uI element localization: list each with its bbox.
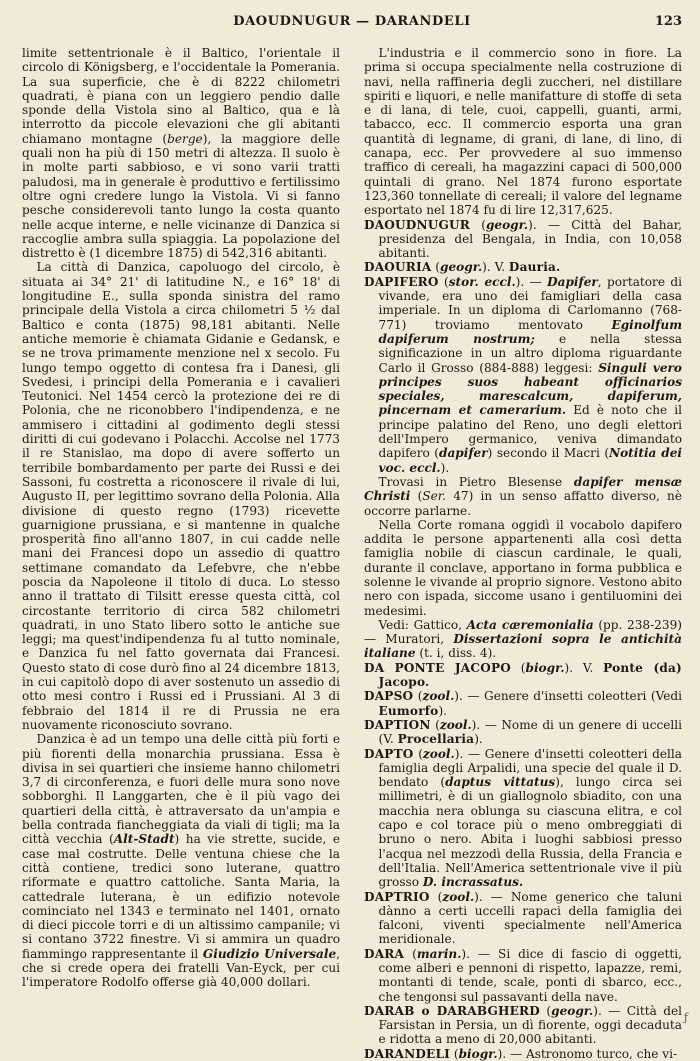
entry-tag: geogr.	[485, 217, 529, 232]
italic-term: Dissertazioni sopra le antichità italiane	[364, 632, 682, 661]
entry-tag: zool.	[442, 889, 475, 904]
entry-text: — Città del Bahar, presidenza del Bengala, in India, con 10,058 abitanti.	[378, 217, 683, 261]
italic-term: Notitia dei voc. eccl.	[378, 446, 682, 475]
entry-dapso: DAPSO (zool.). — Genere d'insetti coleotteri (Vedi Eumorfo).	[364, 689, 682, 718]
entry-tag: geogr.	[551, 1003, 594, 1018]
entry-tag: marin.	[416, 946, 462, 961]
italic-term: dapifer	[439, 446, 488, 461]
text-run: e nella stessa significazione in un altro diploma riguardante Carlo il Grosso (884-888) leggesi:	[378, 331, 682, 375]
text-run: limite settentrionale è il Baltico, l'orientale il circolo di Königsberg, e l'occidentale la Pomerania. La sua superficie, che è di 8222 chilometri quadrati, è piana con un leggiero pendio dalle sponde della Vistola sino al Baltico, qua e là interrotto da piccole elevazioni che gli abitanti chiamano montagne (	[22, 46, 340, 146]
paragraph-corte-romana: Nella Corte romana oggidì il vocabolo dapifero addita le persone appartenenti alla così detta famiglia nobile di ciascun cardinale, le quali, durante il conclave, apportano in forma pubblica e solenne le vivande al proprio signore. Vestono abito nero con ispada, siccome usano i gentiluomini dei medesimi.	[364, 517, 682, 618]
text-run: ), la maggiore delle quali non ha più di 150 metri di altezza. Il suolo è in molte parti sabbioso, e vi sono varii tratti paludosi, ma in generale è produttivo e fertilissimo oltre ogni credere lungo la Vistola. Vi si fanno pesche considerevoli tanto lungo la costa quanto nelle acque interne, e nelle vicinanze di Danzica si raccoglie ambra sulla spiaggia. La popolazione del distretto è (1 dicembre 1875) di 542,316 abitanti.	[22, 131, 341, 261]
text-columns	[22, 46, 683, 1061]
text-run: ) secondo il Macri (	[487, 446, 610, 461]
entry-headword: DAPSO	[364, 689, 414, 704]
entry-tag: zool.	[422, 746, 455, 761]
entry-tag: biogr.	[458, 1046, 498, 1061]
text-run: ).	[474, 732, 483, 747]
right-column	[364, 46, 683, 1061]
text-run: (	[417, 489, 423, 504]
text-run: ).	[440, 460, 450, 475]
entry-headword: DARAB o DARABGHERD	[364, 1003, 540, 1018]
entry-text: — Città del Farsistan in Persia, un dì fiorente, oggi decaduta e ridotta a meno di 20,000 abitanti.	[378, 1003, 682, 1047]
left-column	[22, 46, 340, 1006]
text-run: 47) in un senso affatto diverso, nè occorre parlarne.	[364, 489, 682, 518]
entry-text: V.	[582, 660, 594, 675]
running-head: DAOUDNUGUR — DARANDELI	[233, 14, 471, 29]
cross-reference: Dauria.	[508, 260, 561, 275]
italic-term: Ser.	[422, 489, 447, 504]
italic-term: D. incrassatus.	[422, 875, 524, 890]
entry-dapto: DAPTO (zool.). — Genere d'insetti coleotteri della famiglia degli Arpalidi, una specie del quale il D. bendato (daptus vittatus), lungo circa sei millimetri, è di un giallognolo sbiadito, con una macchia nera oblunga su ciascuna elitra, e col capo e col torace più o meno ombreggiati di bruno o nero. Abita i luoghi sabbiosi presso l'acqua nel mezzodì della Russia, della Francia e dell'Italia. Nell'America settentrionale vive il più grosso D. incrassatus.	[364, 746, 683, 890]
italic-term: Eginolfum dapiferum nostrum;	[378, 317, 682, 346]
entry-dara: DARA (marin.). — Si dice di fascio di oggetti, come alberi e pennoni di rispetto, lapazze, remi, montanti di tende, scale, ponti di sbarco, ecc., che tengonsi sul passavanti della nave.	[364, 946, 682, 1004]
corner-mark: ƒ	[683, 1011, 688, 1024]
entry-daption: DAPTION (zool.). — Nome di un genere di uccelli (V. Procellaria).	[364, 717, 682, 747]
italic-term: dapifer mensæ Christi	[364, 474, 682, 504]
text-run: —	[529, 274, 542, 289]
cross-reference: Eumorfo	[378, 703, 439, 718]
text-run: (pp. 238-239) — Muratori,	[364, 617, 682, 647]
page-header	[22, 14, 682, 36]
entry-headword: DAPTION	[364, 717, 431, 732]
text-run: (t. i, diss. 4).	[419, 646, 497, 661]
entry-text: — Genere d'insetti coleotteri (Vedi	[467, 689, 682, 704]
text-run: — Genere d'insetti coleotteri della famiglia degli Arpalidi, una specie del quale il D. bendato (	[378, 746, 682, 790]
entry-tag: zool.	[439, 717, 472, 732]
entry-daouria: DAOURIA (geogr.). V. Dauria.	[364, 260, 561, 275]
entry-headword: DAOURIA	[364, 260, 432, 275]
cross-reference: Ponte (da) Jacopo.	[378, 660, 682, 690]
text-run: Vedi: Gattico,	[378, 617, 462, 632]
entry-headword: DAPIFERO	[364, 274, 439, 289]
entry-darandeli: DARANDELI (biogr.). — Astronomo turco, che vi-	[364, 1046, 678, 1061]
entry-text: — Nome generico che taluni dànno a certi uccelli rapaci della famiglia dei falconi, viventi specialmente nell'America meridionale.	[378, 889, 682, 947]
paragraph-blesense	[364, 475, 682, 518]
italic-term: Dapifer	[547, 274, 598, 289]
entry-darab: DARAB o DARABGHERD (geogr.). — Città del Farsistan in Persia, un dì fiorente, oggi decaduta e ridotta a meno di 20,000 abitanti.	[364, 1003, 682, 1047]
text-run: ).	[438, 703, 447, 718]
italic-term: Giudizio Universale	[202, 946, 337, 961]
entry-da-ponte: DA PONTE JACOPO (biogr.). V. Ponte (da) Jacopo.	[364, 660, 682, 690]
entry-text: — Astronomo turco, che vi-	[510, 1046, 678, 1061]
entry-text: — Nome di un genere di uccelli (V.	[378, 717, 682, 747]
paragraph-danzica-district	[22, 46, 340, 260]
text-run: Trovasi in Pietro Blesense	[378, 474, 563, 489]
text-run: , portatore di vivande, era uno dei famigliari della casa imperiale. In un diploma di Carlomanno (768-771) troviamo mentovato	[378, 274, 682, 332]
entry-dapifero: DAPIFERO (stor. eccl.). — Dapifer, portatore di vivande, era uno dei famigliari della casa imperiale. In un diploma di Carlomanno (768-771) troviamo mentovato Eginolfum dapiferum nostrum; e nella stessa significazione in un altro diploma riguardante Carlo il Grosso (884-888) leggesi: Singuli vero principes suos habeant officinarios speciales, marescalcum, dapiferum, pincernam et camerarium. Ed è noto che il principe palatino del Reno, uno degli elettori dell'Impero germanico, veniva dimandato dapifero (dapifer) secondo il Macri (Notitia dei voc. eccl.).	[364, 274, 682, 475]
entry-tag: stor. eccl.	[448, 274, 516, 289]
entry-headword: DAPTRIO	[364, 889, 430, 904]
italic-term: berge	[167, 131, 203, 146]
entry-text: — Si dice di fascio di oggetti, come alberi e pennoni di rispetto, lapazze, remi, montanti di tende, scale, ponti di sbarco, ecc., che tengonsi sul passavanti della nave.	[378, 946, 682, 1004]
text-run: Danzica è ad un tempo una delle città più forti e più fiorenti della monarchia prussiana. Essa è divisa in sei quartieri che insieme hanno chilometri 3,7 di circonferenza, e fuori delle mura sono nove sobborghi. Il Langgarten, che è il più vago dei quartieri della città, è attraversato da un'ampia e bella contrada fiancheggiata da viali di tigli; ma la città vecchia (	[22, 732, 340, 847]
text-run: ) ha vie strette, sucide, e case mal costrutte. Delle ventuna chiese che la città contiene, tredici sono luterane, quattro riformate e quattro cattoliche. Santa Maria, la cattedrale luterana, è un edifizio notevole cominciato nel 1343 e terminato nel 1401, ornato di dieci piccole torri e di un altissimo campanile; vi si contano 3722 finestre. Vi si ammira un quadro fiammingo rappresentante il	[22, 832, 340, 961]
entry-daoudnugur: DAOUDNUGUR (geogr.). — Città del Bahar, presidenza del Bengala, in India, con 10,058 abitanti.	[364, 217, 683, 261]
cross-reference: Procellaria	[397, 732, 475, 747]
text-run: , che si crede opera dei fratelli Van-Eyck, per cui l'imperatore Rodolfo offerse già 40,000 dollari.	[22, 946, 340, 990]
entry-tag: biogr.	[525, 660, 565, 675]
entry-headword: DA PONTE JACOPO	[364, 660, 511, 675]
entry-headword: DARA	[364, 946, 405, 961]
paragraph-danzica-city: La città di Danzica, capoluogo del circolo, è situata ai 34° 21' di latitudine N., e 16° 18' di longitudine E., sulla sponda sinistra del ramo principale della Vistola a circa chilometri 5 ½ dal Baltico e conta (1875) 98,181 abitanti. Nelle antiche memorie è chiamata Gidanie e Gedansk, e se ne trova primamente menzione nel x secolo. Fu lungo tempo oggetto di contesa fra i Danesi, gli Svedesi, i principi della Pomerania e i cavalieri Teutonici. Nel 1454 cercò la protezione dei re di Polonia, che ne riconobbero l'indipendenza, e ne ammisero i cittadini al godimento degli stessi diritti di cui godevano i Polacchi. Accolse nel 1773 il re Stanislao, ma dopo di avere sofferto un terribile bombardamento per parte dei Russi e dei Sassoni, fu costretta a riconoscere il rivale di lui, Augusto II, per legittimo sovrano della Polonia. Alla divisione di questo regno (1793) ricevette guarnigione prussiana, e si mantenne in qualche prosperità fino all'anno 1807, in cui cadde nelle mani dei Francesi dopo un assedio di quattro settimane comandato da Lefebvre, che n'ebbe poscia da Napoleone il titolo di duca. Lo stesso anno il trattato di Tilsitt eresse questa città, col circostante territorio di circa 582 chilometri quadrati, in uno Stato libero sotto le antiche sue leggi; ma quest'indipendenza fu al tutto nominale, e Danzica fu nel fatto governata dai Francesi. Questo stato di cose durò fino al 24 dicembre 1813, in cui capitolò dopo di aver sostenuto un assedio di otto mesi contro i Russi ed i Prussiani. Al 3 di febbraio del 1814 il re di Prussia ne era nuovamente riconosciuto sovrano.	[22, 260, 340, 732]
paragraph-danzica-fortress	[22, 732, 340, 989]
italic-term: daptus vittatus	[445, 775, 556, 790]
paragraph-vedi	[364, 618, 682, 661]
italic-term: Singuli vero principes suos habeant officinarios speciales, marescalcum, dapiferum, pincernam et camerarium.	[378, 360, 682, 418]
paragraph-industry: L'industria e il commercio sono in fiore. La prima si occupa specialmente nella costruzione di navi, nella raffineria degli zuccheri, nel distillare spiriti e liquori, e nelle manifatture di stoffe di seta e di lana, di tele, cuoi, cappelli, guanti, armi, tabacco, ecc. Il commercio esporta una gran quantità di legname, di grani, di lane, di lino, di canapa, ecc. Per provvedere al suo immenso traffico di cereali, ha magazzini capaci di 500,000 quintali di grano. Nel 1874 furono esportate 123,360 tonnellate di cereali; il valore del legname esportato nel 1874 fu di lire 12,317,625.	[364, 46, 682, 218]
entry-text: V.	[494, 260, 506, 275]
text-run: ), lungo circa sei millimetri, è di un giallognolo sbiadito, con una macchia nera oblunga su ciascuna elitra, e col capo e col torace più o meno ombreggiati di bruno o nero. Abita i luoghi sabbiosi presso l'acqua nel mezzodì della Russia, della Francia e dell'Italia. Nell'America settentrionale vive il più grosso	[378, 775, 683, 890]
italic-term: Alt-Stadt	[113, 832, 175, 847]
italic-term: Acta cæremonialia	[466, 617, 594, 632]
text-run: Ed è noto che il principe palatino del Reno, uno degli elettori dell'Impero germanico, veniva dimandato dapifero (	[378, 403, 682, 461]
entry-headword: DAPTO	[364, 746, 414, 761]
entry-daptrio: DAPTRIO (zool.). — Nome generico che taluni dànno a certi uccelli rapaci della famiglia dei falconi, viventi specialmente nell'America meridionale.	[364, 889, 682, 947]
entry-tag: geogr.	[440, 260, 483, 275]
entry-headword: DARANDELI	[364, 1046, 451, 1061]
entry-headword: DAOUDNUGUR	[364, 217, 470, 232]
page-number: 123	[654, 14, 682, 29]
entry-tag: zool.	[422, 689, 455, 704]
